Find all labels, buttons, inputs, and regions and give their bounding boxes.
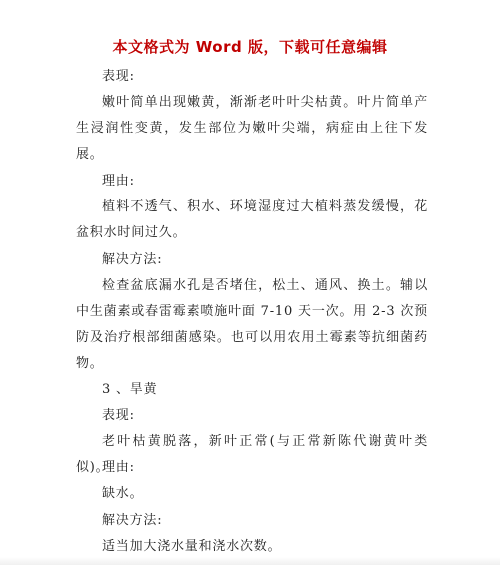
reason-paragraph: 植料不透气、积水、环境湿度过大植料蒸发缓慢，花盆积水时间过久。 — [76, 199, 428, 240]
section-heading: 3 、旱黄 — [102, 382, 158, 397]
symptom-label-2: 表现: — [102, 408, 135, 423]
page-bottom-shadow — [0, 557, 500, 565]
symptom-paragraph: 嫩叶简单出现嫩黄，渐渐老叶叶尖枯黄。叶片简单产生浸润性变黄，发生部位为嫩叶尖端，病症由上往下发展。 — [76, 95, 428, 162]
reason-label-2: 理由: — [102, 460, 135, 475]
solution-paragraph-2: 适当加大浇水量和浇水次数。 — [102, 539, 282, 554]
symptom-paragraph-2: 老叶枯黄脱落，新叶正常(与正常新陈代谢黄叶类似)。 — [76, 434, 428, 475]
solution-paragraph: 检查盆底漏水孔是否堵住，松土、通风、换土。辅以中生菌素或春雷霉素喷施叶面 7-10 天一次。用 2-3 次预防及治疗根部细菌感染。也可以用农用土霉素等抗细菌药物。 — [76, 278, 428, 371]
reason-label: 理由: — [102, 174, 135, 189]
symptom-label: 表现: — [102, 69, 135, 84]
reason-paragraph-2: 缺水。 — [102, 486, 144, 501]
solution-label: 解决方法: — [102, 252, 163, 267]
page-title: 本文格式为 Word 版，下载可任意编辑 — [112, 38, 388, 56]
solution-label-2: 解决方法: — [102, 513, 163, 528]
